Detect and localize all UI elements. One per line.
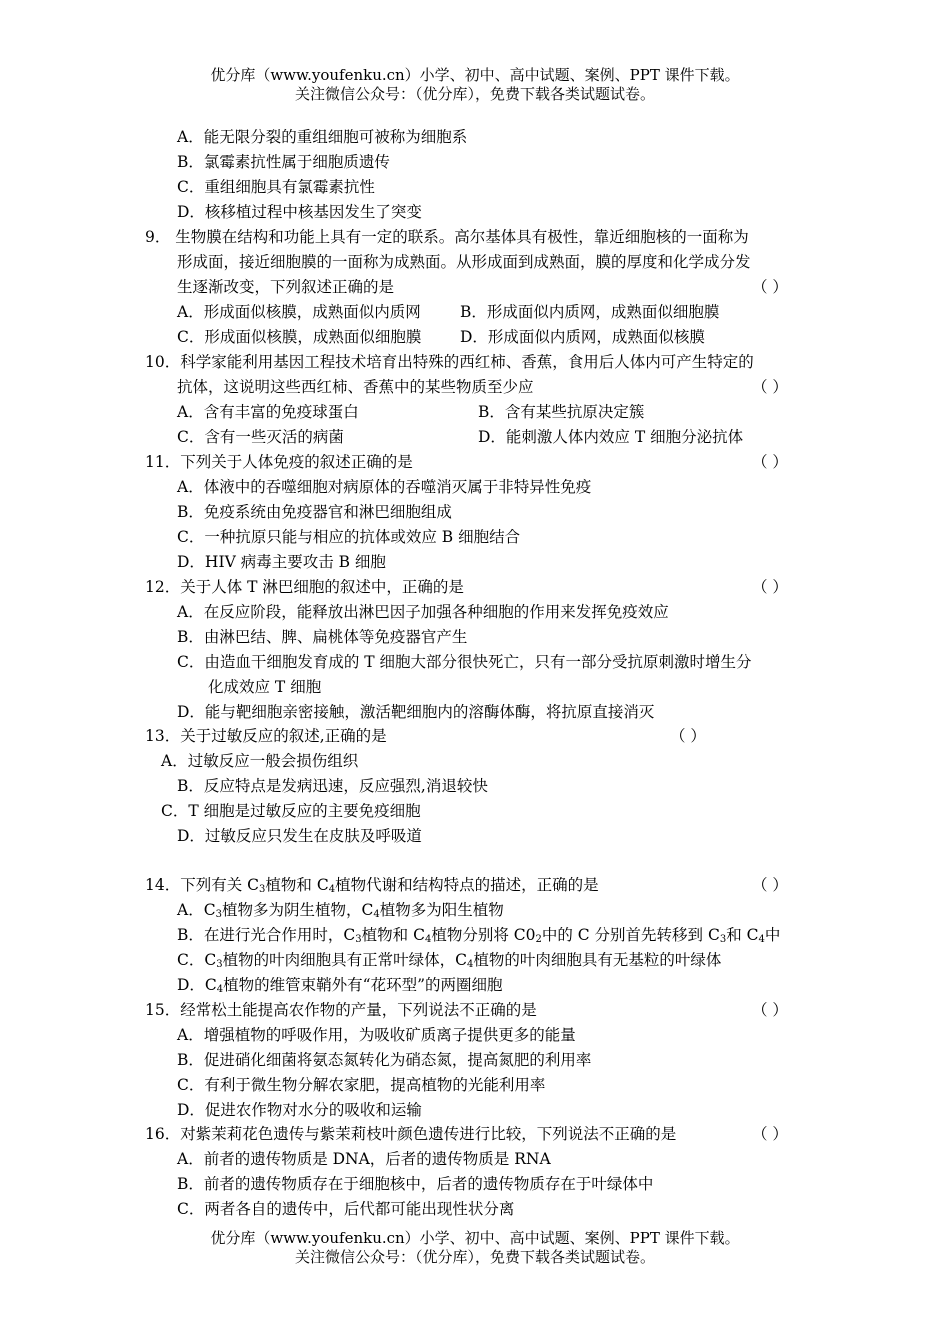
q11-option-d: D．HIV 病毒主要攻击 B 细胞 [177, 553, 386, 571]
q8-option-c: C．重组细胞具有氯霉素抗性 [177, 178, 375, 196]
q14-option-b: B．在进行光合作用时，$C_3$植物和 $C_4$植物分别将 $C0_2$中的 C 分别首先转移到 $C_3$和 $C_4$中 [177, 926, 781, 945]
q16-option-c: C．两者各自的遗传中，后代都可能出现性状分离 [177, 1200, 515, 1218]
q11-stem: 11．下列关于人体免疫的叙述正确的是 [145, 453, 413, 471]
q9-stem-line-1: 9． 生物膜在结构和功能上具有一定的联系。高尔基体具有极性，靠近细胞核的一面称为 [145, 228, 749, 246]
q15-option-b: B．促进硝化细菌将氨态氮转化为硝态氮，提高氮肥的利用率 [177, 1051, 592, 1069]
q13-stem: 13．关于过敏反应的叙述,正确的是 [145, 727, 387, 745]
q9-stem-line-3: 生逐渐改变，下列叙述正确的是 [177, 278, 395, 296]
q12-option-b: B．由淋巴结、脾、扁桃体等免疫器官产生 [177, 628, 468, 646]
q12-answer-paren: （ ） [752, 578, 788, 596]
q14-option-d: D．$C_4$植物的维管束鞘外有“花环型”的两圈细胞 [177, 976, 503, 995]
q12-stem: 12．关于人体 T 淋巴细胞的叙述中，正确的是 [145, 578, 464, 596]
q10-answer-paren: （ ） [752, 378, 788, 396]
q11-option-c: C．一种抗原只能与相应的抗体或效应 B 细胞结合 [177, 528, 521, 546]
q8-option-d: D．核移植过程中核基因发生了突变 [177, 203, 422, 221]
q13-option-b: B．反应特点是发病迅速，反应强烈,消退较快 [177, 777, 488, 795]
q14-option-c: C．$C_3$植物的叶肉细胞具有正常叶绿体，$C_4$植物的叶肉细胞具有无基粒的叶绿体 [177, 951, 722, 970]
q8-option-a: A．能无限分裂的重组细胞可被称为细胞系 [177, 128, 468, 146]
q13-answer-paren: （ ） [670, 727, 706, 745]
q11-option-a: A．体液中的吞噬细胞对病原体的吞噬消灭属于非特异性免疫 [177, 478, 592, 496]
q10-option-a: A．含有丰富的免疫球蛋白 [177, 403, 359, 421]
q14-answer-paren: （ ） [752, 876, 788, 894]
q13-option-d: D．过敏反应只发生在皮肤及呼吸道 [177, 827, 422, 845]
q11-answer-paren: （ ） [752, 453, 788, 471]
q12-option-c-line-2: 化成效应 T 细胞 [208, 678, 322, 696]
q10-option-c: C．含有一些灭活的病菌 [177, 428, 344, 446]
q10-option-d: D．能刺激人体内效应 T 细胞分泌抗体 [478, 428, 744, 446]
q12-option-a: A．在反应阶段，能释放出淋巴因子加强各种细胞的作用来发挥免疫效应 [177, 603, 669, 621]
page-header [0, 66, 950, 104]
q14-option-a: A．$C_3$植物多为阴生植物，$C_4$植物多为阳生植物 [177, 901, 504, 920]
q15-option-c: C．有利于微生物分解农家肥，提高植物的光能利用率 [177, 1076, 546, 1094]
header-line-2: 关注微信公众号：（优分库），免费下载各类试题试卷。 [294, 85, 655, 103]
page-footer [0, 1229, 950, 1267]
q16-stem: 16．对紫茉莉花色遗传与紫茉莉枝叶颜色遗传进行比较，下列说法不正确的是 [145, 1125, 677, 1143]
q8-option-b: B．氯霉素抗性属于细胞质遗传 [177, 153, 390, 171]
q15-option-d: D．促进农作物对水分的吸收和运输 [177, 1101, 422, 1119]
q11-option-b: B．免疫系统由免疫器官和淋巴细胞组成 [177, 503, 452, 521]
q16-option-b: B．前者的遗传物质存在于细胞核中，后者的遗传物质存在于叶绿体中 [177, 1175, 654, 1193]
q13-option-a: A．过敏反应一般会损伤组织 [161, 752, 359, 770]
q16-option-a: A．前者的遗传物质是 DNA，后者的遗传物质是 RNA [177, 1150, 551, 1168]
q9-option-c: C．形成面似核膜，成熟面似细胞膜 [177, 328, 422, 346]
q15-option-a: A．增强植物的呼吸作用，为吸收矿质离子提供更多的能量 [177, 1026, 576, 1044]
q14-stem: 14．下列有关 $C_3$植物和 $C_4$植物代谢和结构特点的描述，正确的是 [145, 876, 599, 895]
q9-option-b: B．形成面似内质网，成熟面似细胞膜 [460, 303, 720, 321]
q9-answer-paren: （ ） [752, 278, 788, 296]
q16-answer-paren: （ ） [752, 1125, 788, 1143]
q13-option-c: C．T 细胞是过敏反应的主要免疫细胞 [161, 802, 421, 820]
q9-stem-line-2: 形成面，接近细胞膜的一面称为成熟面。从形成面到成熟面，膜的厚度和化学成分发 [177, 253, 751, 271]
q15-answer-paren: （ ） [752, 1001, 788, 1019]
q10-option-b: B．含有某些抗原决定簇 [478, 403, 645, 421]
q12-option-d: D．能与靶细胞亲密接触，激活靶细胞内的溶酶体酶，将抗原直接消灭 [177, 703, 655, 721]
q10-stem-line-2: 抗体，这说明这些西红柿、香蕉中的某些物质至少应 [177, 378, 534, 396]
q9-option-a: A．形成面似核膜，成熟面似内质网 [177, 303, 421, 321]
q12-option-c-line-1: C．由造血干细胞发育成的 T 细胞大部分很快死亡，只有一部分受抗原刺激时增生分 [177, 653, 752, 671]
header-line-1: 优分库（www.youfenku.cn）小学、初中、高中试题、案例、PPT 课件下载。 [210, 66, 740, 84]
q10-stem-line-1: 10．科学家能利用基因工程技术培育出特殊的西红柿、香蕉，食用后人体内可产生特定的 [145, 353, 754, 371]
q9-option-d: D．形成面似内质网，成熟面似核膜 [460, 328, 705, 346]
q15-stem: 15．经常松土能提高农作物的产量，下列说法不正确的是 [145, 1001, 537, 1019]
footer-line-2: 关注微信公众号：（优分库），免费下载各类试题试卷。 [294, 1248, 655, 1266]
footer-line-1: 优分库（www.youfenku.cn）小学、初中、高中试题、案例、PPT 课件下载。 [210, 1229, 740, 1247]
